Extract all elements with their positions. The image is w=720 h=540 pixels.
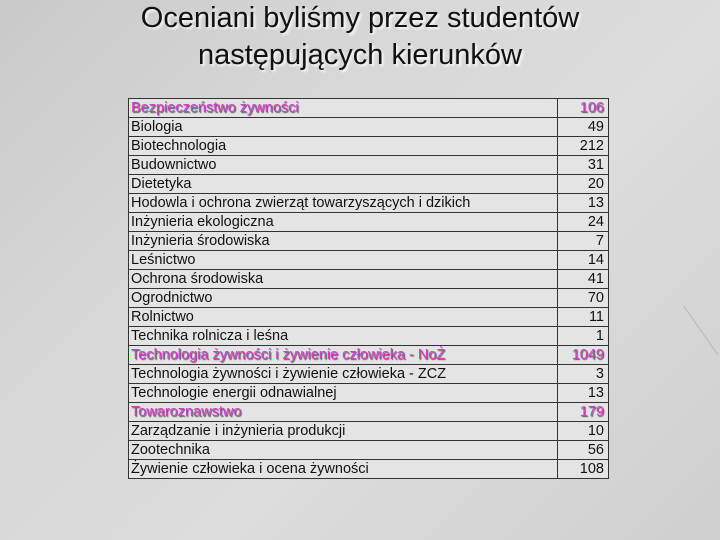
student-count: 3 — [558, 365, 609, 384]
program-name: Zarządzanie i inżynieria produkcji — [129, 422, 558, 441]
student-count: 1 — [558, 327, 609, 346]
student-count: 1049 — [558, 346, 609, 365]
table-row — [129, 251, 609, 270]
program-name: Bezpieczeństwo żywności — [129, 99, 558, 118]
title-line-2: następujących kierunków — [197, 39, 522, 71]
program-name: Ochrona środowiska — [129, 270, 558, 289]
student-count: 13 — [558, 194, 609, 213]
student-count: 212 — [558, 137, 609, 156]
student-count: 11 — [558, 308, 609, 327]
table-row — [129, 384, 609, 403]
table-row — [129, 403, 609, 422]
table-row — [129, 441, 609, 460]
table-row — [129, 308, 609, 327]
program-name: Leśnictwo — [129, 251, 558, 270]
student-count: 14 — [558, 251, 609, 270]
student-count: 41 — [558, 270, 609, 289]
table-row — [129, 175, 609, 194]
program-name: Dietetyka — [129, 175, 558, 194]
program-name: Ogrodnictwo — [129, 289, 558, 308]
program-name: Inżynieria ekologiczna — [129, 213, 558, 232]
program-name: Towaroznawstwo — [129, 403, 558, 422]
table-row — [129, 194, 609, 213]
program-name: Żywienie człowieka i ocena żywności — [129, 460, 558, 479]
student-count: 13 — [558, 384, 609, 403]
faculty-table — [128, 98, 609, 479]
table-row — [129, 422, 609, 441]
table-row — [129, 327, 609, 346]
program-name: Biologia — [129, 118, 558, 137]
program-name: Zootechnika — [129, 441, 558, 460]
table-row — [129, 460, 609, 479]
table-row — [129, 270, 609, 289]
program-name: Biotechnologia — [129, 137, 558, 156]
decorative-line — [683, 305, 718, 355]
student-count: 24 — [558, 213, 609, 232]
program-name: Budownictwo — [129, 156, 558, 175]
student-count: 49 — [558, 118, 609, 137]
table-row — [129, 346, 609, 365]
table-row — [129, 289, 609, 308]
student-count: 31 — [558, 156, 609, 175]
table-row — [129, 156, 609, 175]
student-count: 10 — [558, 422, 609, 441]
student-count: 106 — [558, 99, 609, 118]
table-row — [129, 118, 609, 137]
table-row — [129, 232, 609, 251]
program-name: Technika rolnicza i leśna — [129, 327, 558, 346]
title-line-1: Oceniani byliśmy przez studentów — [140, 2, 580, 34]
student-count: 56 — [558, 441, 609, 460]
student-count: 7 — [558, 232, 609, 251]
table-row — [129, 213, 609, 232]
table-row — [129, 137, 609, 156]
student-count: 179 — [558, 403, 609, 422]
slide-title — [0, 0, 720, 74]
student-count: 108 — [558, 460, 609, 479]
program-name: Inżynieria środowiska — [129, 232, 558, 251]
table-row — [129, 99, 609, 118]
program-name: Rolnictwo — [129, 308, 558, 327]
table-row — [129, 365, 609, 384]
program-name: Technologia żywności i żywienie człowieka - NoŻ — [129, 346, 558, 365]
program-name: Technologie energii odnawialnej — [129, 384, 558, 403]
program-name: Technologia żywności i żywienie człowieka - ZCZ — [129, 365, 558, 384]
student-count: 20 — [558, 175, 609, 194]
program-name: Hodowla i ochrona zwierząt towarzyszących i dzikich — [129, 194, 558, 213]
student-count: 70 — [558, 289, 609, 308]
